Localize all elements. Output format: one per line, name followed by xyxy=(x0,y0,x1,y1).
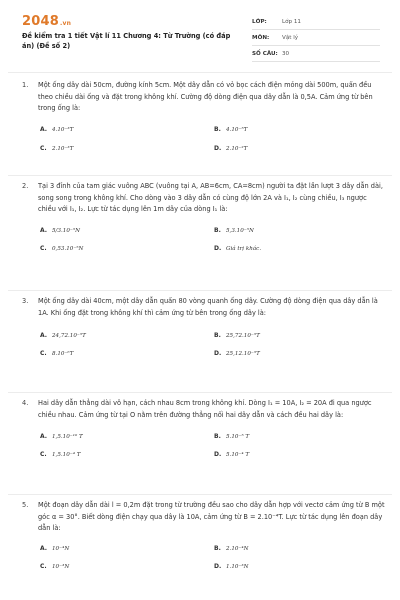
option-letter: A. xyxy=(40,226,48,234)
option-d[interactable] xyxy=(214,561,249,574)
option-c[interactable] xyxy=(40,143,73,156)
meta-key: MÔN: xyxy=(252,34,270,41)
option-letter: D. xyxy=(214,451,222,459)
option-value: 8.10⁻⁶T xyxy=(52,351,74,358)
option-b[interactable] xyxy=(214,431,249,444)
question-options xyxy=(38,115,386,153)
question-text: Một ống dây dài 40cm, một dây dẫn quấn 80 vòng quanh ống dây. Cường độ dòng điện qua dây dẫn là 1A. Khi ống đặt trong không khí thì cảm ứng từ bên trong ống dây là: xyxy=(38,297,378,317)
option-value: 5.10⁻⁵ T xyxy=(226,434,250,441)
meta-key: LỚP: xyxy=(252,18,267,25)
option-letter: A. xyxy=(40,125,48,133)
option-letter: D. xyxy=(214,144,222,152)
option-value: 25,72.10⁻⁵T xyxy=(226,333,260,340)
meta-row-count xyxy=(252,46,380,62)
question-2 xyxy=(22,181,386,254)
question-options xyxy=(38,535,386,573)
question-options xyxy=(38,421,386,459)
option-d[interactable] xyxy=(214,449,249,462)
question-number: 4. xyxy=(22,399,29,407)
option-value: 1.10⁻³N xyxy=(226,563,249,570)
option-letter: B. xyxy=(214,125,221,133)
meta-value: Vật lý xyxy=(282,34,299,41)
option-letter: B. xyxy=(214,226,221,234)
option-value: 5.10⁻⁴ T xyxy=(226,452,250,459)
option-a[interactable] xyxy=(40,431,83,444)
meta-value: 30 xyxy=(282,50,290,57)
logo-suffix: .vn xyxy=(59,20,72,27)
option-value: 4.10⁻⁵T xyxy=(226,126,248,133)
option-b[interactable] xyxy=(214,543,249,556)
option-b[interactable] xyxy=(214,330,260,343)
option-value: 2.10⁻²T xyxy=(226,145,248,152)
document-header xyxy=(0,0,400,70)
question-divider xyxy=(8,494,392,495)
question-3 xyxy=(22,296,386,357)
option-value: 10⁻⁴N xyxy=(52,545,70,552)
question-number: 3. xyxy=(22,297,29,305)
option-letter: C. xyxy=(40,244,47,252)
option-value: 1,5.10⁻¹⁰ T xyxy=(52,434,83,441)
option-letter: B. xyxy=(214,332,221,340)
option-d[interactable] xyxy=(214,348,260,361)
question-5 xyxy=(22,500,386,573)
question-text: Một đoạn dây dẫn dài l = 0,2m đặt trong từ trường đều sao cho dây dẫn hợp với vectơ cảm ứng từ B một góc α = 30°. Biết dòng điện chạy qua dây là 10A, cảm ứng từ B = 2.10⁻⁴T. Lực từ tác dụng lên đoạn dây dẫn là: xyxy=(38,501,385,533)
option-b[interactable] xyxy=(214,124,247,137)
option-letter: C. xyxy=(40,451,47,459)
meta-row-class xyxy=(252,14,380,30)
option-letter: B. xyxy=(214,544,221,552)
question-divider xyxy=(8,175,392,176)
question-divider xyxy=(8,392,392,393)
option-letter: D. xyxy=(214,244,222,252)
option-c[interactable] xyxy=(40,449,81,462)
option-a[interactable] xyxy=(40,225,80,238)
option-value: 2.10⁻⁴N xyxy=(226,545,249,552)
question-text: Một ống dây dài 50cm, đường kính 5cm. Một dây dẫn có vỏ bọc cách điện mỏng dài 500m, quấn đều theo chiều dài ống và đặt trong không khí. Cường độ dòng điện qua dây dẫn là 0,5A. Cảm ứng từ bên trong ống là: xyxy=(38,81,373,113)
question-text: Hai dây dẫn thẳng dài vô hạn, cách nhau 8cm trong không khí. Dòng I₁ = 10A, I₂ = 20A đi qua ngược chiều nhau. Cảm ứng từ tại O nằm trên đường thẳng nối hai dây dẫn và cách đều hai dây là: xyxy=(38,399,372,419)
meta-value: Lớp 11 xyxy=(282,18,301,25)
option-d[interactable] xyxy=(214,243,261,256)
option-value: 25,12.10⁻⁵T xyxy=(226,351,260,358)
question-4 xyxy=(22,398,386,459)
option-letter: D. xyxy=(214,562,222,570)
option-a[interactable] xyxy=(40,330,86,343)
option-letter: B. xyxy=(214,433,221,441)
option-value: 5/3.10⁻⁵N xyxy=(52,227,80,234)
option-letter: C. xyxy=(40,350,47,358)
option-value: 10⁻³N xyxy=(52,563,70,570)
option-letter: A. xyxy=(40,544,48,552)
option-c[interactable] xyxy=(40,561,69,574)
option-value: Giá trị khác. xyxy=(226,245,262,252)
question-number: 2. xyxy=(22,182,29,190)
logo-text: 2048 xyxy=(22,14,59,29)
option-a[interactable] xyxy=(40,543,69,556)
site-logo[interactable] xyxy=(22,14,71,29)
meta-key: SỐ CÂU: xyxy=(252,50,278,57)
question-text: Tại 3 đỉnh của tam giác vuông ABC (vuông tại A, AB=6cm, CA=8cm) người ta đặt lần lượt 3 dây dẫn dài, song song trong không khí. Cho dòng vào 3 dây dẫn có cùng độ lớn 2A và I₁, I₂ cùng chiều, I₃ ngược chiều với I₁, I₂. Lực từ tác dụng lên 1m dây của dòng I₁ là: xyxy=(38,182,383,214)
option-letter: D. xyxy=(214,350,222,358)
question-1 xyxy=(22,80,386,153)
question-options xyxy=(38,216,386,254)
option-d[interactable] xyxy=(214,143,247,156)
option-value: 1,5.10⁻⁴ T xyxy=(52,452,81,459)
option-c[interactable] xyxy=(40,348,73,361)
option-letter: C. xyxy=(40,144,47,152)
option-value: 4.10⁻³T xyxy=(52,126,74,133)
option-b[interactable] xyxy=(214,225,254,238)
option-a[interactable] xyxy=(40,124,73,137)
question-options xyxy=(38,319,386,357)
option-value: 5,3.10⁻⁵N xyxy=(226,227,254,234)
meta-row-subject xyxy=(252,30,380,46)
question-number: 1. xyxy=(22,81,29,89)
option-c[interactable] xyxy=(40,243,83,256)
option-value: 0,53.10⁻⁵N xyxy=(52,245,84,252)
option-letter: A. xyxy=(40,433,48,441)
option-value: 2.10⁻³T xyxy=(52,145,74,152)
question-divider xyxy=(8,290,392,291)
exam-meta xyxy=(252,14,380,62)
question-number: 5. xyxy=(22,501,29,509)
exam-title: Đề kiểm tra 1 tiết Vật lí 11 Chương 4: Từ Trường (có đáp án) (Đề số 2) xyxy=(22,32,231,50)
header-divider xyxy=(8,72,392,73)
option-letter: C. xyxy=(40,562,47,570)
option-value: 24,72.10⁻⁵T xyxy=(52,333,86,340)
option-letter: A. xyxy=(40,332,48,340)
